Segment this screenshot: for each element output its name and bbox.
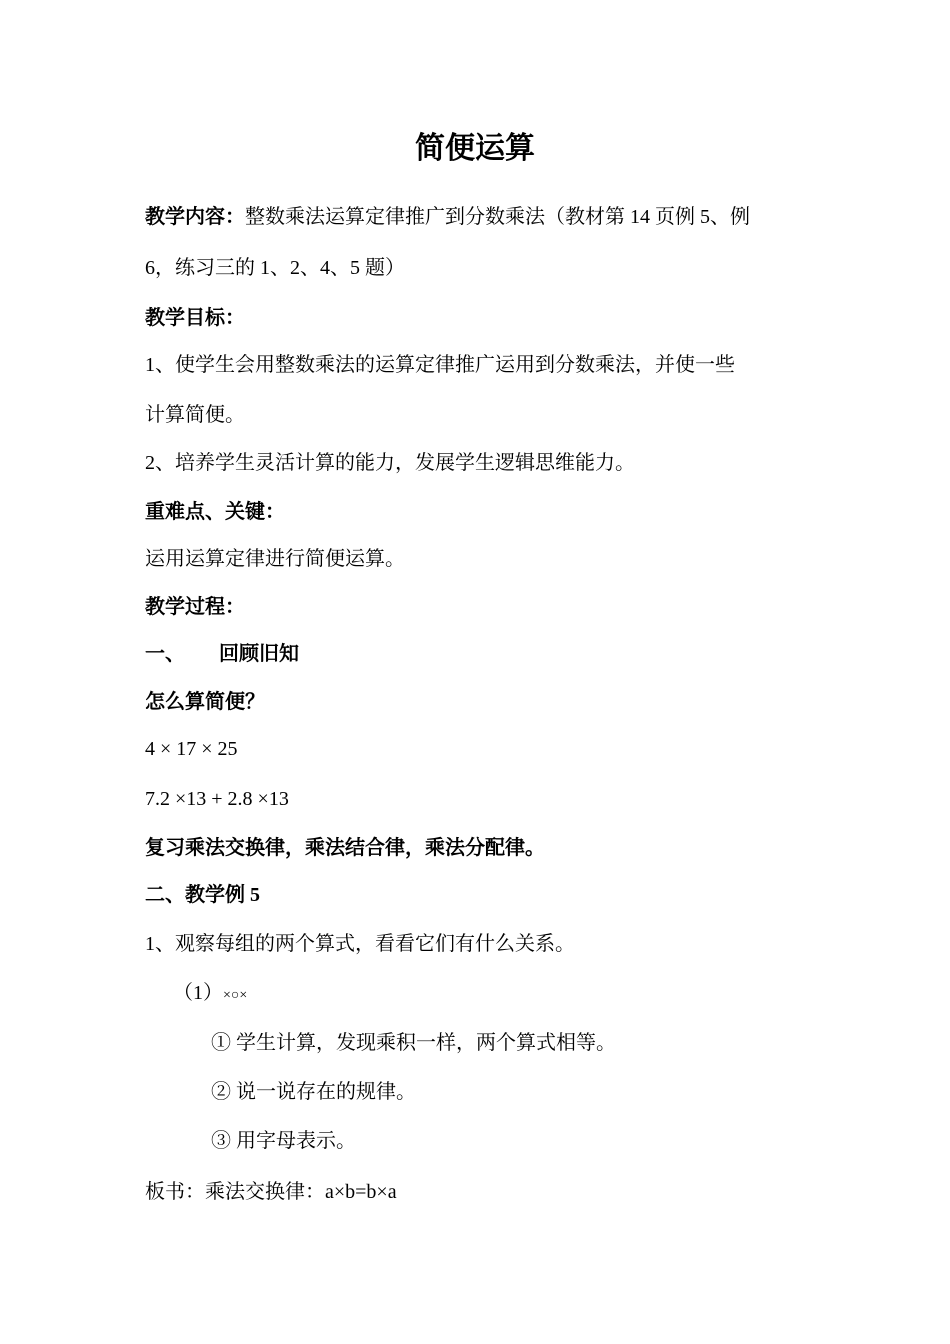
step-2: ② 说一说存在的规律。 xyxy=(211,1081,416,1103)
expression-1: 4 × 17 × 25 xyxy=(145,738,238,760)
key-points-text: 运用运算定律进行简便运算。 xyxy=(145,548,405,570)
section-1-number: 一、 xyxy=(145,643,185,665)
content-line-2: 6，练习三的 1、2、4、5 题） xyxy=(145,257,405,279)
objective-2: 2、培养学生灵活计算的能力，发展学生逻辑思维能力。 xyxy=(145,452,635,474)
content-label: 教学内容： xyxy=(145,206,245,228)
step-3: ③ 用字母表示。 xyxy=(211,1130,356,1152)
sub-item-1-expression: ×○× xyxy=(223,988,248,1003)
objectives-heading: 教学目标： xyxy=(145,307,245,329)
objective-1-line-1: 1、使学生会用整数乘法的运算定律推广运用到分数乘法，并使一些 xyxy=(145,354,735,376)
section-2-heading: 二、教学例 5 xyxy=(145,884,260,906)
content-line-1 xyxy=(145,203,815,231)
process-heading: 教学过程： xyxy=(145,596,245,618)
sub-item-1 xyxy=(173,979,843,1010)
section-1-title: 回顾旧知 xyxy=(219,643,299,665)
question-text: 怎么算简便？ xyxy=(145,691,265,713)
section-1-heading xyxy=(145,640,815,668)
sub-item-1-label: （1） xyxy=(173,982,223,1004)
content-text-1: 整数乘法运算定律推广到分数乘法（教材第 14 页例 5、例 xyxy=(245,206,750,228)
key-points-heading: 重难点、关键： xyxy=(145,501,285,523)
page-title: 简便运算 xyxy=(415,132,535,165)
step-1: ① 学生计算，发现乘积一样，两个算式相等。 xyxy=(211,1032,616,1054)
objective-1-line-2: 计算简便。 xyxy=(145,404,245,426)
expression-2: 7.2 ×13 + 2.8 ×13 xyxy=(145,788,289,810)
observe-instruction: 1、观察每组的两个算式，看看它们有什么关系。 xyxy=(145,933,575,955)
review-text: 复习乘法交换律，乘法结合律，乘法分配律。 xyxy=(145,837,545,859)
board-note: 板书：乘法交换律：a×b=b×a xyxy=(145,1181,397,1203)
